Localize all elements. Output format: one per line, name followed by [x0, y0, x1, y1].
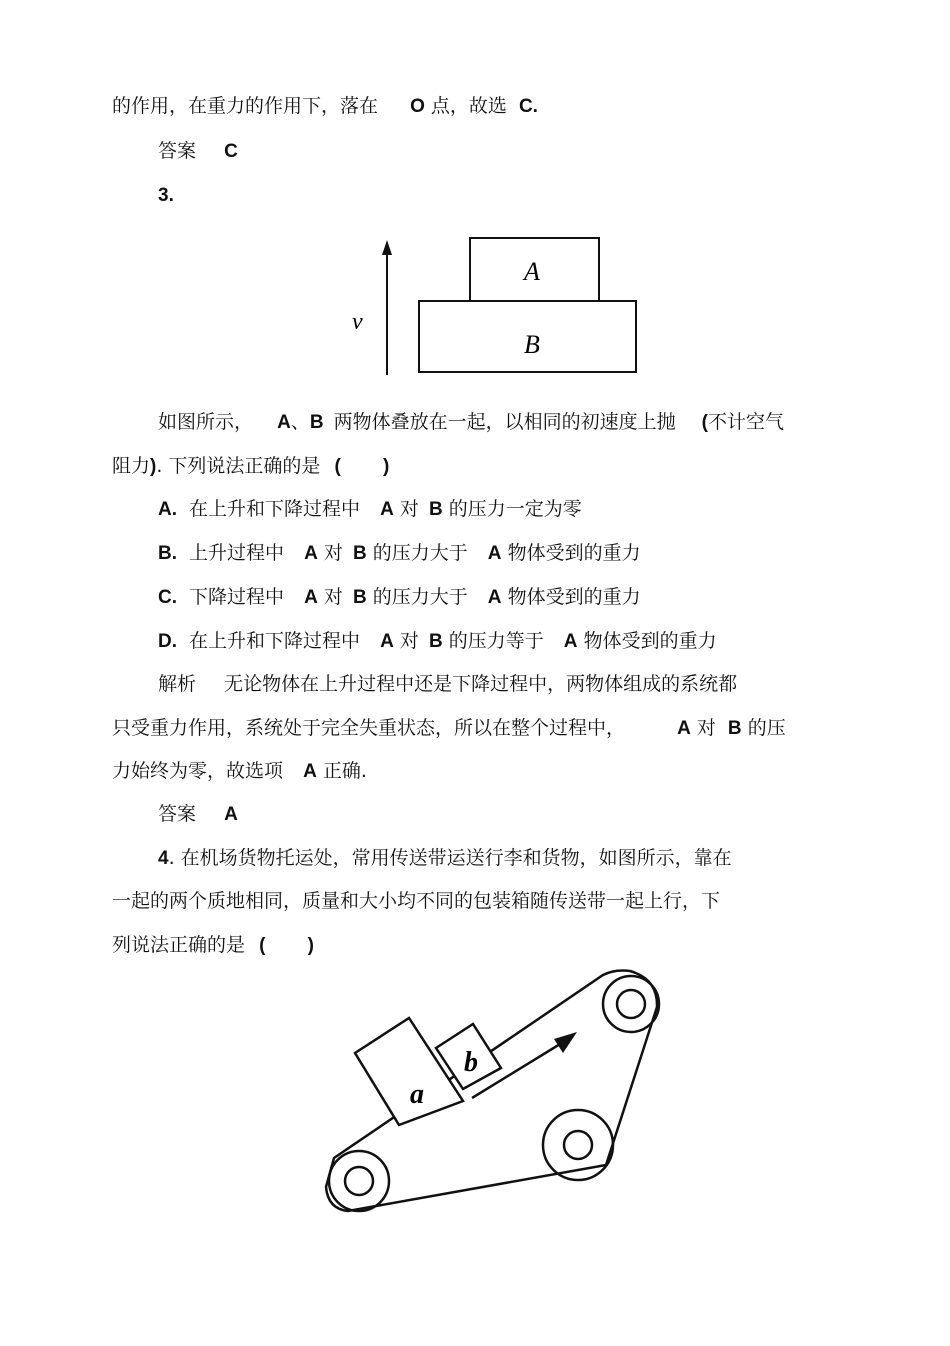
box-a-label: a — [410, 1079, 424, 1110]
block-a-label: A — [524, 257, 540, 286]
q4-stem-line2: 一起的两个质地相同，质量和大小均不同的包装箱随传送带一起上行，下 — [112, 890, 721, 912]
q3-stem-line2: 阻力). 下列说法正确的是 ( ) — [112, 455, 390, 477]
motion-arrow-head — [554, 1032, 577, 1053]
box-a — [355, 1018, 463, 1125]
analysis-label: 解析 — [158, 673, 197, 695]
prev-solution-line: 的作用，在重力的作用下，落在 O 点，故选 C. — [112, 95, 538, 117]
answer-label: 答案 — [158, 803, 197, 825]
point-o: O — [410, 96, 425, 117]
question-4-number: 4 — [158, 848, 169, 869]
roller-top-outer — [603, 976, 659, 1032]
answer-value: C — [224, 141, 238, 162]
q4-answer-blank: ( ) — [259, 935, 314, 956]
answer-value: A — [224, 804, 238, 825]
q3-option-d: D. 在上升和下降过程中 A 对 B 的压力等于 A 物体受到的重力 — [158, 630, 717, 652]
figure-q3-stacked-blocks — [340, 230, 650, 380]
box-b-label: b — [464, 1047, 478, 1078]
roller-bottom-outer — [329, 1151, 389, 1211]
q3-analysis-line2: 只受重力作用，系统处于完全失重状态，所以在整个过程中， A 对 B 的压 — [112, 717, 786, 739]
velocity-label: v — [352, 309, 363, 335]
q3-stem-line1: 如图所示， A、B 两物体叠放在一起，以相同的初速度上抛 (不计空气 — [158, 411, 784, 433]
q3-answer-line — [158, 802, 238, 827]
roller-bottom-inner — [345, 1167, 373, 1195]
q3-analysis-line1: 解析 无论物体在上升过程中还是下降过程中，两物体组成的系统都 — [158, 673, 738, 695]
q3-analysis-line3: 力始终为零，故选项 A 正确. — [112, 760, 367, 782]
prev-answer-line — [158, 139, 238, 164]
q3-option-a: A. 在上升和下降过程中 A 对 B 的压力一定为零 — [158, 498, 582, 520]
prev-choice: C. — [518, 96, 538, 117]
q3-option-c: C. 下降过程中 A 对 B 的压力大于 A 物体受到的重力 — [158, 586, 641, 608]
roller-top-inner — [617, 990, 645, 1018]
answer-label: 答案 — [158, 140, 197, 162]
figure-q4-conveyor-belt — [320, 965, 670, 1220]
q3-option-b: B. 上升过程中 A 对 B 的压力大于 A 物体受到的重力 — [158, 542, 641, 564]
block-b-label: B — [524, 330, 540, 359]
q4-stem-line1: 4. 在机场货物托运处，常用传送带运送行李和货物，如图所示，靠在 — [158, 847, 732, 869]
q3-answer-blank: ( ) — [334, 456, 390, 477]
roller-mid-inner — [564, 1131, 592, 1159]
q4-stem-line3: 列说法正确的是 ( ) — [112, 934, 314, 956]
question-3-number: 3. — [158, 185, 174, 206]
conveyor-belt — [326, 971, 657, 1212]
velocity-arrow-head — [382, 240, 392, 255]
